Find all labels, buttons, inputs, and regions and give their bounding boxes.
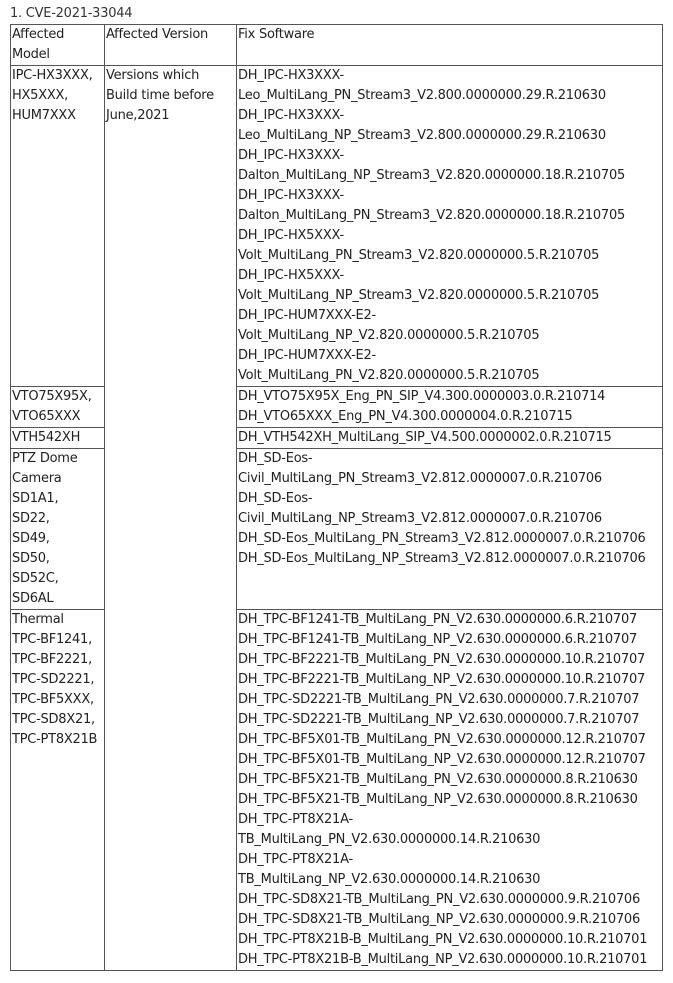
table-row — [11, 449, 663, 610]
fix-cell — [237, 66, 663, 387]
model-line: TPC-SD8X21, — [12, 712, 95, 727]
model-line: TPC-BF1241, — [12, 632, 92, 647]
fix-cell — [237, 387, 663, 428]
header-fix-label: Fix Software — [238, 27, 315, 42]
model-line: IPC-HX3XXX, — [12, 68, 93, 83]
fix-line: DH_TPC-BF1241-TB_MultiLang_NP_V2.630.0000000.6.R.210707 — [238, 632, 637, 647]
fix-line: DH_TPC-SD2221-TB_MultiLang_NP_V2.630.0000000.7.R.210707 — [238, 712, 640, 727]
version-cell-continued — [105, 610, 237, 971]
fix-line: DH_TPC-PT8X21A- — [238, 812, 353, 827]
fix-line: DH_VTO75X95X_Eng_PN_SIP_V4.300.0000003.0.R.210714 — [238, 389, 606, 404]
fix-line: Volt_MultiLang_PN_Stream3_V2.820.0000000.5.R.210705 — [238, 248, 600, 263]
header-affected-version — [105, 25, 237, 66]
model-line: TPC-BF2221, — [12, 652, 92, 667]
table-row — [11, 387, 663, 428]
fix-line: DH_IPC-HX3XXX- — [238, 108, 344, 123]
table-row — [11, 610, 663, 971]
cve-heading: 1. CVE-2021-33044 — [10, 6, 133, 21]
version-cell — [105, 66, 237, 387]
model-line: PTZ Dome — [12, 451, 78, 466]
fix-line: Civil_MultiLang_PN_Stream3_V2.812.0000007.0.R.210706 — [238, 471, 602, 486]
version-line: Build time before — [106, 88, 214, 103]
fix-line: DH_VTO65XXX_Eng_PN_V4.300.0000004.0.R.210715 — [238, 409, 573, 424]
header-model-line: Model — [12, 47, 50, 62]
model-line: TPC-SD2221, — [12, 672, 95, 687]
fix-cell — [237, 449, 663, 610]
header-fix-software — [237, 25, 663, 66]
table-row — [11, 428, 663, 449]
fix-line: TB_MultiLang_PN_V2.630.0000000.14.R.210630 — [238, 832, 541, 847]
fix-line: DH_TPC-PT8X21B-B_MultiLang_PN_V2.630.0000000.10.R.210701 — [238, 932, 648, 947]
fix-line: DH_TPC-SD8X21-TB_MultiLang_NP_V2.630.0000000.9.R.210706 — [238, 912, 640, 927]
model-line: VTH542XH — [12, 430, 81, 445]
fix-line: Volt_MultiLang_NP_V2.820.0000000.5.R.210705 — [238, 328, 540, 343]
model-cell — [11, 610, 105, 971]
model-line: VTO75X95X, — [12, 389, 92, 404]
fix-line: DH_IPC-HX5XXX- — [238, 268, 344, 283]
model-line: Camera — [12, 471, 62, 486]
version-line: Versions which — [106, 68, 200, 83]
fix-line: DH_TPC-BF5X21-TB_MultiLang_PN_V2.630.0000000.8.R.210630 — [238, 772, 638, 787]
fix-line: Civil_MultiLang_NP_Stream3_V2.812.0000007.0.R.210706 — [238, 511, 602, 526]
fix-line: DH_IPC-HX3XXX- — [238, 68, 344, 83]
fix-line: DH_TPC-SD2221-TB_MultiLang_PN_V2.630.0000000.7.R.210707 — [238, 692, 640, 707]
model-line: TPC-PT8X21B — [12, 732, 98, 747]
fix-line: DH_IPC-HX5XXX- — [238, 228, 344, 243]
fix-line: DH_TPC-BF5X01-TB_MultiLang_PN_V2.630.0000000.12.R.210707 — [238, 732, 646, 747]
model-line: HUM7XXX — [12, 108, 76, 123]
fix-line: Volt_MultiLang_NP_Stream3_V2.820.0000000.5.R.210705 — [238, 288, 600, 303]
model-cell — [11, 66, 105, 387]
fix-cell — [237, 428, 663, 449]
fix-line: DH_SD-Eos- — [238, 491, 313, 506]
cve-affected-table — [10, 24, 663, 971]
version-cell-continued — [105, 449, 237, 610]
fix-line: Leo_MultiLang_PN_Stream3_V2.800.0000000.29.R.210630 — [238, 88, 606, 103]
fix-line: Dalton_MultiLang_PN_Stream3_V2.820.0000000.18.R.210705 — [238, 208, 625, 223]
version-cell-continued — [105, 387, 237, 428]
fix-line: Dalton_MultiLang_NP_Stream3_V2.820.0000000.18.R.210705 — [238, 168, 625, 183]
model-cell — [11, 449, 105, 610]
version-cell-continued — [105, 428, 237, 449]
fix-line: Leo_MultiLang_NP_Stream3_V2.800.0000000.29.R.210630 — [238, 128, 606, 143]
fix-line: DH_SD-Eos_MultiLang_NP_Stream3_V2.812.0000007.0.R.210706 — [238, 551, 646, 566]
fix-line: DH_TPC-PT8X21B-B_MultiLang_NP_V2.630.0000000.10.R.210701 — [238, 952, 648, 967]
fix-line: DH_TPC-SD8X21-TB_MultiLang_PN_V2.630.0000000.9.R.210706 — [238, 892, 640, 907]
header-affected-model — [11, 25, 105, 66]
version-line: June,2021 — [106, 108, 170, 123]
fix-line: DH_IPC-HX3XXX- — [238, 148, 344, 163]
fix-line: DH_VTH542XH_MultiLang_SIP_V4.500.0000002.0.R.210715 — [238, 430, 612, 445]
header-model-line: Affected — [12, 27, 65, 42]
model-line: SD52C, — [12, 571, 59, 586]
fix-line: DH_IPC-HX3XXX- — [238, 188, 344, 203]
model-line: SD22, — [12, 511, 50, 526]
table-row — [11, 66, 663, 387]
fix-line: TB_MultiLang_NP_V2.630.0000000.14.R.210630 — [238, 872, 541, 887]
fix-line: DH_TPC-PT8X21A- — [238, 852, 353, 867]
fix-line: DH_TPC-BF2221-TB_MultiLang_NP_V2.630.0000000.10.R.210707 — [238, 672, 646, 687]
fix-line: DH_IPC-HUM7XXX-E2- — [238, 308, 376, 323]
model-line: HX5XXX, — [12, 88, 69, 103]
fix-line: DH_SD-Eos- — [238, 451, 313, 466]
model-line: SD50, — [12, 551, 50, 566]
model-line: SD6AL — [12, 591, 54, 606]
model-line: SD49, — [12, 531, 50, 546]
model-line: Thermal — [12, 612, 64, 627]
model-cell — [11, 387, 105, 428]
fix-line: DH_TPC-BF1241-TB_MultiLang_PN_V2.630.0000000.6.R.210707 — [238, 612, 637, 627]
fix-line: DH_TPC-BF5X01-TB_MultiLang_NP_V2.630.0000000.12.R.210707 — [238, 752, 646, 767]
fix-line: DH_TPC-BF5X21-TB_MultiLang_NP_V2.630.0000000.8.R.210630 — [238, 792, 638, 807]
fix-line: DH_TPC-BF2221-TB_MultiLang_PN_V2.630.0000000.10.R.210707 — [238, 652, 646, 667]
fix-line: Volt_MultiLang_PN_V2.820.0000000.5.R.210705 — [238, 368, 540, 383]
table-header-row — [11, 25, 663, 66]
fix-cell — [237, 610, 663, 971]
fix-line: DH_IPC-HUM7XXX-E2- — [238, 348, 376, 363]
model-cell — [11, 428, 105, 449]
fix-line: DH_SD-Eos_MultiLang_PN_Stream3_V2.812.0000007.0.R.210706 — [238, 531, 646, 546]
model-line: TPC-BF5XXX, — [12, 692, 94, 707]
model-line: SD1A1, — [12, 491, 59, 506]
header-version-label: Affected Version — [106, 27, 209, 42]
model-line: VTO65XXX — [12, 409, 81, 424]
